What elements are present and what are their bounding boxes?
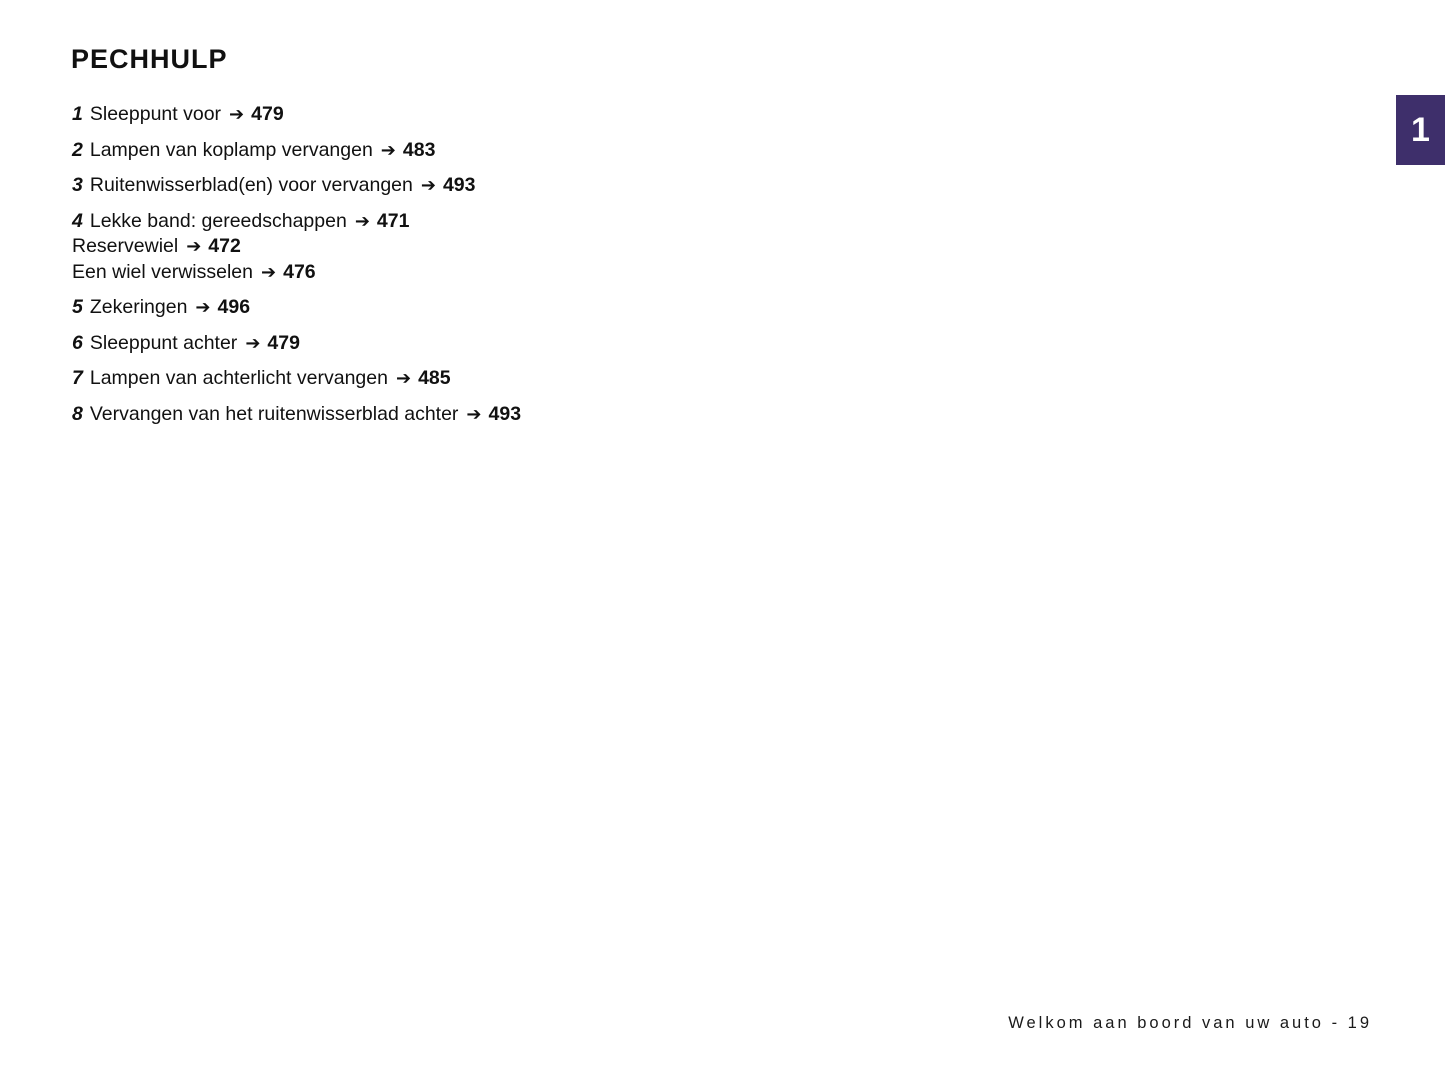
arrow-right-icon: ➔ (395, 368, 412, 389)
arrow-right-icon: ➔ (380, 139, 396, 161)
toc-line[interactable] (72, 173, 972, 199)
item-number: 8 (72, 402, 83, 425)
item-text: Ruitenwisserblad(en) voor vervangen (89, 174, 413, 196)
item-page: 493 (488, 402, 522, 425)
item-page: 485 (418, 367, 451, 389)
item-text: Zekeringen (89, 296, 188, 318)
item-text: Een wiel verwisselen (72, 260, 253, 283)
arrow-right-icon: ➔ (420, 175, 436, 196)
item-text: Vervangen van het ruitenwisserblad achter (89, 402, 459, 425)
toc-entry (72, 402, 972, 428)
toc-entry (72, 102, 972, 128)
toc-line[interactable] (72, 402, 972, 428)
item-page: 479 (251, 103, 284, 125)
item-text: Reservewiel (72, 235, 179, 257)
toc-line[interactable] (72, 331, 972, 357)
item-number: 3 (72, 174, 83, 196)
item-page: 479 (267, 331, 300, 354)
item-number: 4 (72, 209, 83, 232)
footer-text: Welkom aan boord van uw auto - 19 (1008, 1014, 1372, 1032)
toc-entry (72, 295, 972, 321)
item-text: Lampen van koplamp vervangen (89, 138, 373, 161)
toc-list (72, 102, 972, 437)
item-text: Lekke band: gereedschappen (89, 209, 347, 232)
page-title: PECHHULP (71, 44, 228, 74)
arrow-right-icon: ➔ (245, 332, 261, 354)
chapter-tab (1396, 95, 1445, 165)
arrow-right-icon: ➔ (354, 210, 370, 232)
chapter-tab-number: 1 (1411, 110, 1430, 149)
item-number: 7 (72, 367, 83, 389)
item-text: Lampen van achterlicht vervangen (89, 367, 388, 389)
item-number: 6 (72, 331, 83, 354)
item-page: 476 (283, 260, 316, 283)
toc-entry (72, 209, 972, 286)
item-text: Sleeppunt achter (89, 331, 238, 354)
toc-line[interactable] (72, 260, 972, 286)
arrow-right-icon: ➔ (229, 104, 245, 125)
item-page: 496 (217, 296, 251, 318)
toc-entry (72, 366, 972, 392)
toc-line[interactable] (72, 234, 972, 260)
item-page: 483 (402, 138, 436, 161)
toc-line[interactable] (72, 295, 972, 321)
toc-entry (72, 173, 972, 199)
item-number: 1 (72, 103, 83, 125)
item-page: 471 (376, 209, 410, 232)
toc-line[interactable] (72, 209, 972, 235)
arrow-right-icon: ➔ (261, 261, 277, 283)
toc-line[interactable] (72, 366, 972, 392)
item-page: 493 (442, 174, 476, 196)
item-text: Sleeppunt voor (89, 103, 222, 125)
toc-line[interactable] (72, 138, 972, 164)
item-number: 2 (72, 138, 83, 161)
toc-entry (72, 331, 972, 357)
item-number: 5 (72, 296, 83, 318)
toc-line[interactable] (72, 102, 972, 128)
toc-entry (72, 138, 972, 164)
arrow-right-icon: ➔ (186, 236, 202, 257)
arrow-right-icon: ➔ (195, 297, 211, 318)
arrow-right-icon: ➔ (466, 403, 482, 425)
item-page: 472 (208, 235, 241, 257)
